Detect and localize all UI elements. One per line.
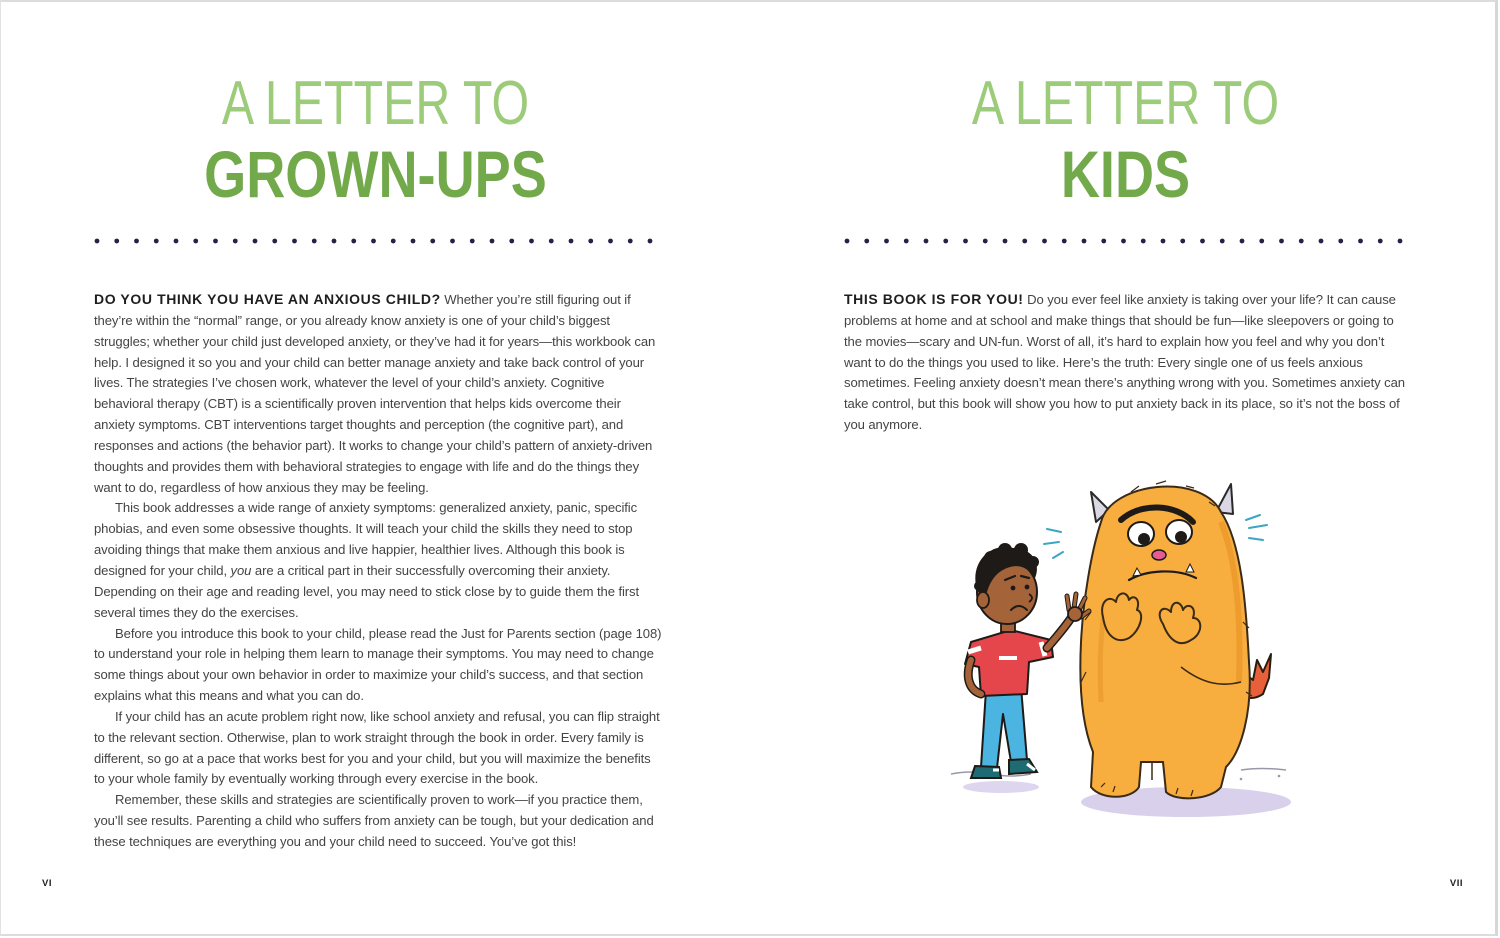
letter-body-kids xyxy=(844,289,1412,436)
paragraph-1 xyxy=(844,289,1412,436)
dotted-divider xyxy=(94,237,660,245)
divider-dot xyxy=(1200,239,1205,244)
divider-dot xyxy=(213,239,218,244)
divider-dot xyxy=(134,239,139,244)
divider-dot xyxy=(588,239,593,244)
divider-dot xyxy=(943,239,948,244)
divider-dot xyxy=(1358,239,1363,244)
divider-dot xyxy=(1062,239,1067,244)
divider-dot xyxy=(114,239,119,244)
dotted-divider-dots xyxy=(94,237,660,245)
divider-dot xyxy=(1003,239,1008,244)
divider-dot xyxy=(648,239,653,244)
divider-dot xyxy=(904,239,909,244)
divider-dot xyxy=(1220,239,1225,244)
divider-dot xyxy=(884,239,889,244)
page-title-kids xyxy=(844,70,1407,209)
divider-dot xyxy=(1259,239,1264,244)
divider-dot xyxy=(963,239,968,244)
divider-dot xyxy=(470,239,475,244)
page-number-right: VII xyxy=(1449,878,1463,889)
divider-dot xyxy=(1121,239,1126,244)
divider-dot xyxy=(272,239,277,244)
divider-dot xyxy=(549,239,554,244)
divider-dot xyxy=(154,239,159,244)
divider-dot xyxy=(1378,239,1383,244)
divider-dot xyxy=(569,239,574,244)
boy xyxy=(965,543,1089,778)
divider-dot xyxy=(292,239,297,244)
paragraph-2-text-b: are a critical part in their successfully overcoming their anxiety. Depending on their age and reading level, you may need to stick close by to guide them the first several times they do the exercises. xyxy=(94,562,640,620)
divider-dot xyxy=(1240,239,1245,244)
paragraph-4: If your child has an acute problem right now, like school anxiety and refusal, you can flip straight to the relevant section. Otherwise, plan to work straight through the book in order. Every family is different, so go at a pace that works best for you and your child, but you will maximize the benefits to your whole family by eventually working through every exercise in the book. xyxy=(94,708,660,787)
paragraph-3: Before you introduce this book to your child, please read the Just for Parents section (page 108) to understand your role in helping them learn to manage their symptoms. You may need to change some things about your own behavior in order to maximize your child’s success, and that section explains what this means and what you can do. xyxy=(94,625,662,704)
divider-dot xyxy=(845,239,850,244)
divider-dot xyxy=(332,239,337,244)
page-number-left: VI xyxy=(42,878,52,889)
page-title-grown-ups xyxy=(94,70,657,209)
divider-dot xyxy=(628,239,633,244)
divider-dot xyxy=(608,239,613,244)
boy-and-monster-illustration xyxy=(941,462,1331,832)
dotted-divider xyxy=(844,237,1410,245)
dotted-divider-dots xyxy=(844,237,1410,245)
paragraph-2-text-a: This book addresses a wide range of anxiety symptoms: generalized anxiety, panic, specific phobias, and even some obsessive thoughts. It will teach your child the skills they need to stop avoiding things that make them anxious and live happier, healthier lives. Although this book is designed for your child, xyxy=(94,500,638,578)
monster xyxy=(1044,481,1267,798)
divider-dot xyxy=(983,239,988,244)
paragraph-1-text: Do you ever feel like anxiety is taking over your life? It can cause problems at home and at school and make things that should be fun—like sleepovers or going to the movies—scary and UN-fun. Worst of all, it’s hard to explain how you feel and why you don’t want to do the things you used to like. Here’s the truth: Every single one of us feels anxious sometimes. Feeling anxiety doesn’t mean there’s anything wrong with you. Sometimes anxiety can take control, but this book will show you how to put anxiety back in its place, so it’s not the boss of you anymore. xyxy=(844,292,1405,433)
divider-dot xyxy=(1338,239,1343,244)
title-line-a-letter-to: A LETTER TO xyxy=(221,69,530,138)
divider-dot xyxy=(1279,239,1284,244)
right-page xyxy=(751,2,1500,934)
divider-dot xyxy=(1022,239,1027,244)
divider-dot xyxy=(1319,239,1324,244)
illustration-svg xyxy=(941,462,1331,832)
title-line-kids: KIDS xyxy=(1060,137,1191,211)
divider-dot xyxy=(1398,239,1403,244)
divider-dot xyxy=(1042,239,1047,244)
divider-dot xyxy=(1141,239,1146,244)
divider-dot xyxy=(450,239,455,244)
divider-dot xyxy=(95,239,100,244)
divider-dot xyxy=(411,239,416,244)
divider-dot xyxy=(1180,239,1185,244)
paragraph-5: Remember, these skills and strategies are scientifically proven to work—if you practice them, you’ll see results. Parenting a child who suffers from anxiety can be tough, but your dedication and these techniques are everything you and your child need to succeed. You’ve got this! xyxy=(94,792,654,849)
divider-dot xyxy=(529,239,534,244)
divider-dot xyxy=(1299,239,1304,244)
divider-dot xyxy=(193,239,198,244)
divider-dot xyxy=(1161,239,1166,244)
divider-dot xyxy=(371,239,376,244)
divider-dot xyxy=(391,239,396,244)
paragraph-1-text: Whether you’re still figuring out if they’re within the “normal” range, or you already know anxiety is one of your child’s biggest struggles; whether your child just developed anxiety, or they’ve had it for years—this workbook can help. I designed it so you and your child can better manage anxiety and take back control of your lives. The strategies I’ve chosen work, whatever the level of your child’s anxiety. Cognitive behavioral therapy (CBT) is a scientifically proven intervention that helps kids overcome their anxiety symptoms. CBT interventions target thoughts and perception (the cognitive part), and responses and actions (the behavior part). It works to change your child’s pattern of anxiety-driven thoughts and provides them with behavioral strategies to engage with life and do the things they want to do, regardless of how anxious they may be feeling. xyxy=(94,292,656,495)
divider-dot xyxy=(430,239,435,244)
divider-dot xyxy=(490,239,495,244)
title-line-a-letter-to: A LETTER TO xyxy=(971,69,1280,138)
divider-dot xyxy=(253,239,258,244)
divider-dot xyxy=(1101,239,1106,244)
paragraph-1 xyxy=(94,289,662,498)
divider-dot xyxy=(351,239,356,244)
emphasis-you: you xyxy=(230,562,252,578)
divider-dot xyxy=(174,239,179,244)
lead-in-heading: DO YOU THINK YOU HAVE AN ANXIOUS CHILD? xyxy=(94,291,441,307)
lead-in-heading: THIS BOOK IS FOR YOU! xyxy=(844,291,1024,307)
divider-dot xyxy=(233,239,238,244)
divider-dot xyxy=(924,239,929,244)
divider-dot xyxy=(864,239,869,244)
left-page xyxy=(1,2,751,934)
divider-dot xyxy=(312,239,317,244)
letter-body-grown-ups xyxy=(94,289,662,853)
title-line-grown-ups: GROWN-UPS xyxy=(204,137,547,211)
divider-dot xyxy=(509,239,514,244)
divider-dot xyxy=(1082,239,1087,244)
paragraph-2 xyxy=(94,498,662,623)
